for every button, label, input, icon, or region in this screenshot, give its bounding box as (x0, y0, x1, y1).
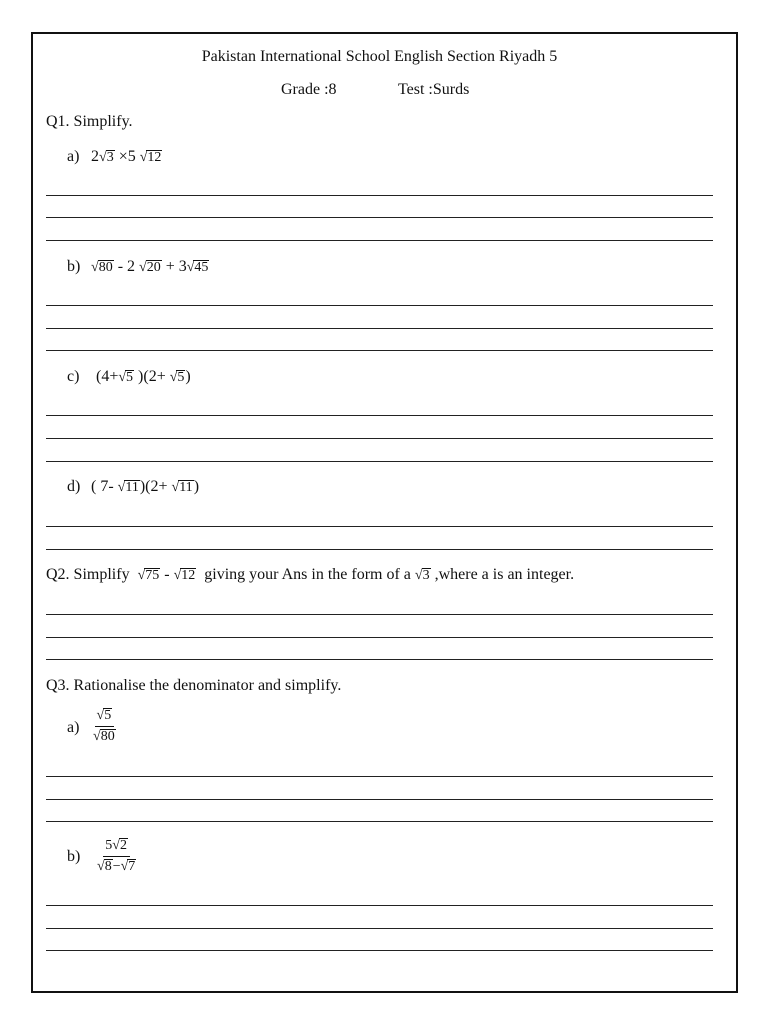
answer-line (46, 950, 713, 951)
radical-sign: √ (120, 859, 129, 874)
expr-text: ,where a is an integer. (430, 566, 575, 583)
q1a-expression (91, 147, 162, 168)
school-title: Pakistan International School English Section Riyadh 5 (201, 48, 558, 65)
radicand: 75 (145, 568, 160, 583)
square-root (97, 708, 113, 724)
answer-line (46, 350, 713, 351)
expr-text: )(2+ (139, 478, 172, 495)
radicand: 3 (422, 568, 430, 583)
expr-text: )(2+ (134, 368, 170, 385)
square-root (172, 478, 194, 498)
expr-text: + 3 (161, 258, 187, 275)
q1c-expression (96, 367, 191, 388)
radicand: 5 (177, 370, 185, 385)
q1-heading: Q1. Simplify. (46, 113, 133, 130)
q3a-label: a) (67, 719, 80, 736)
radical-sign: √ (118, 370, 127, 385)
fraction-numerator (95, 708, 115, 727)
q3b-label: b) (67, 848, 81, 865)
answer-line (46, 821, 713, 822)
answer-line (46, 240, 713, 241)
answer-line (46, 305, 713, 306)
test-label: Test :Surds (398, 81, 470, 98)
fraction-denominator (91, 727, 118, 745)
answer-line (46, 328, 713, 329)
radical-sign: √ (139, 260, 147, 275)
expr-text: Q2. Simplify (46, 566, 138, 583)
radicand: 2 (119, 838, 127, 853)
answer-line (46, 905, 713, 906)
square-root (91, 258, 114, 278)
square-root (138, 566, 161, 586)
square-root (140, 148, 163, 168)
fraction-numerator (103, 838, 130, 857)
square-root (118, 478, 140, 498)
square-root (99, 148, 115, 168)
q3a-fraction (91, 708, 118, 745)
q1a-label: a) (67, 148, 80, 165)
expr-text: ) (185, 368, 191, 385)
square-root (118, 368, 134, 388)
radical-sign: √ (414, 568, 423, 583)
answer-line (46, 415, 713, 416)
square-root (93, 729, 116, 745)
expr-text: - (160, 566, 174, 583)
grade-label: Grade :8 (281, 81, 337, 98)
radicand: 11 (179, 480, 193, 495)
expr-text: 5 (105, 838, 113, 853)
answer-line (46, 195, 713, 196)
expr-text: (4+ (96, 368, 119, 385)
radicand: 3 (106, 150, 114, 165)
radical-sign: √ (169, 370, 178, 385)
radicand: 20 (146, 260, 161, 275)
radical-sign: √ (137, 568, 146, 583)
expr-text: 2 (91, 148, 99, 165)
answer-line (46, 461, 713, 462)
q3b-fraction (95, 838, 138, 875)
answer-line (46, 526, 713, 527)
square-root (121, 859, 137, 875)
radicand: 12 (181, 568, 196, 583)
square-root (415, 566, 431, 586)
q1b-expression (91, 257, 209, 278)
radicand: 7 (128, 859, 136, 874)
radicand: 5 (126, 370, 134, 385)
radical-sign: √ (93, 729, 101, 744)
radicand: 11 (125, 480, 139, 495)
q1d-expression (91, 477, 199, 498)
answer-line (46, 549, 713, 550)
radicand: 80 (100, 729, 115, 744)
q3-heading: Q3. Rationalise the denominator and simplify. (46, 677, 342, 694)
radicand: 5 (104, 708, 112, 723)
radical-sign: √ (99, 150, 107, 165)
expr-text: ( 7- (91, 478, 118, 495)
fraction-denominator (95, 857, 138, 875)
answer-line (46, 928, 713, 929)
square-root (139, 258, 162, 278)
radicand: 12 (147, 150, 162, 165)
q1d-label: d) (67, 478, 81, 495)
minus-sign: − (112, 859, 121, 874)
square-root (187, 258, 210, 278)
q2-question (46, 565, 574, 586)
expr-text: giving your Ans in the form of a (196, 566, 415, 583)
square-root (112, 838, 128, 854)
expr-text: - 2 (113, 258, 140, 275)
radical-sign: √ (139, 150, 148, 165)
answer-line (46, 799, 713, 800)
radical-sign: √ (171, 480, 180, 495)
q1c-label: c) (67, 368, 80, 385)
answer-line (46, 776, 713, 777)
radicand: 8 (104, 859, 112, 874)
answer-line (46, 659, 713, 660)
square-root (97, 859, 113, 875)
answer-line (46, 614, 713, 615)
q1b-label: b) (67, 258, 81, 275)
expr-text: ) (193, 478, 200, 495)
expr-text: ×5 (114, 148, 140, 165)
radicand: 45 (194, 260, 209, 275)
radical-sign: √ (117, 480, 126, 495)
radical-sign: √ (97, 859, 105, 874)
answer-line (46, 217, 713, 218)
radicand: 80 (98, 260, 113, 275)
square-root (174, 566, 197, 586)
radical-sign: √ (96, 708, 105, 723)
square-root (170, 368, 186, 388)
radical-sign: √ (186, 260, 195, 275)
radical-sign: √ (173, 568, 182, 583)
radical-sign: √ (91, 260, 99, 275)
answer-line (46, 438, 713, 439)
answer-line (46, 637, 713, 638)
radical-sign: √ (112, 838, 120, 853)
